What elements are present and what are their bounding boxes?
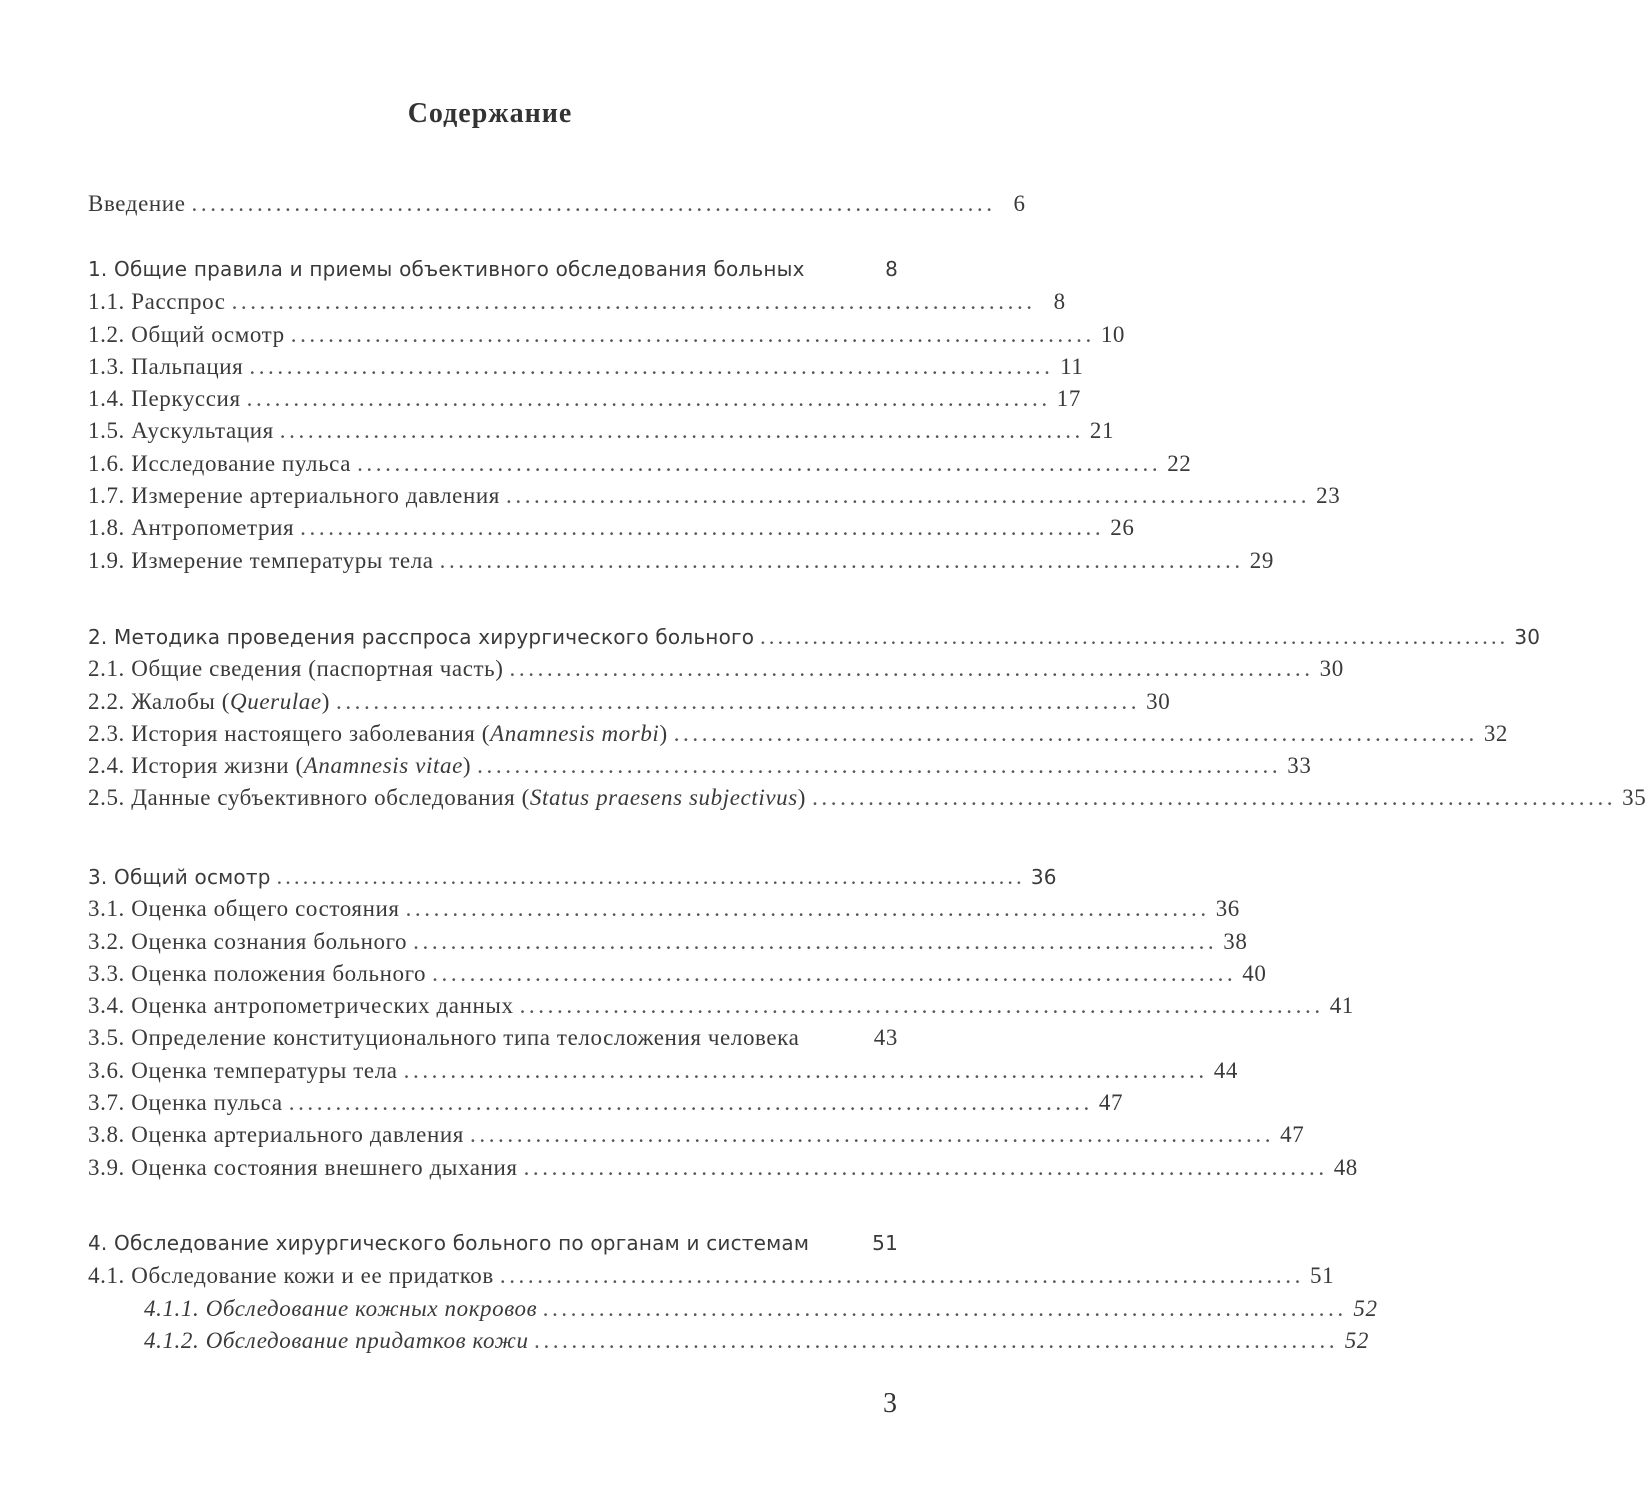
toc-page-number: 33: [1287, 753, 1312, 779]
toc-entry-label: 4.1.1. Обследование кожных покровов: [144, 1295, 538, 1321]
toc-entry-label: 3.9. Оценка состояния внешнего дыхания: [88, 1154, 518, 1180]
toc-section: [88, 191, 1026, 223]
toc-entry-label: Введение: [88, 191, 186, 216]
toc-page-number: 17: [1056, 386, 1081, 412]
toc-entry-label: 3.8. Оценка артериального давления: [88, 1122, 464, 1148]
dot-leader: ......................................................................................: [812, 785, 1617, 811]
dot-leader: ......................................................................................: [405, 896, 1210, 922]
toc-entry-latin: Anamnesis vitae: [303, 753, 463, 779]
toc-entry: [88, 450, 1192, 483]
toc-page-number: 30: [1319, 656, 1344, 682]
toc-entry-label: 2. Методика проведения расспроса хирургического больного: [88, 625, 755, 649]
dot-leader: ......................................................................................: [300, 515, 1105, 541]
dot-leader: ......................................................................................: [499, 1263, 1304, 1289]
toc-section: [88, 1231, 1378, 1360]
toc-entry-label: 4.1.2. Обследование придатков кожи: [144, 1327, 529, 1353]
dot-leader: ......................................................................................: [470, 1122, 1275, 1148]
dot-leader: ......................................................................................: [276, 864, 1025, 889]
dot-leader: ......................................................................................: [231, 289, 1036, 315]
toc-entry: [88, 656, 1344, 688]
toc-page-number: 29: [1249, 547, 1274, 573]
toc-section: [88, 257, 1341, 580]
toc-section: [88, 864, 1358, 1187]
toc-entry-label-end: ): [659, 720, 668, 746]
toc-entry-label: 3.3. Оценка положения больного: [88, 960, 427, 986]
toc-entry-latin: Anamnesis morbi: [490, 720, 660, 746]
toc-entry-label: 1. Общие правила и приемы объективного обследования больных: [88, 257, 805, 281]
toc-entry: [88, 993, 1354, 1025]
dot-leader: ......................................................................................: [357, 450, 1162, 476]
toc-page-number: 23: [1316, 483, 1341, 509]
toc-page-number: 38: [1223, 928, 1248, 954]
toc-chapter: [88, 1231, 898, 1263]
toc-entry: [88, 753, 1312, 785]
toc-entry: [88, 386, 1081, 418]
dot-leader: ......................................................................................: [249, 353, 1054, 379]
dot-leader: ......................................................................................: [432, 960, 1237, 986]
toc-subsection: [88, 1295, 1378, 1328]
dot-leader: ......................................................................................: [191, 191, 996, 216]
toc-page-number: 21: [1089, 418, 1115, 444]
toc-page-number: 30: [1514, 625, 1541, 649]
toc-page-number: 51: [872, 1231, 898, 1255]
toc-chapter: [88, 624, 1541, 656]
toc-entry: [88, 928, 1248, 961]
toc-page-number: 11: [1060, 353, 1084, 379]
toc-entry-label: 2.2. Жалобы (: [88, 688, 231, 714]
toc-entry-label: 1.3. Пальпация: [88, 353, 244, 379]
toc-entry-label: 2.4. История жизни (: [88, 753, 304, 779]
dot-leader: ......................................................................................: [509, 656, 1314, 682]
toc-subsection: [88, 1327, 1369, 1360]
toc-entry-label: 4.1. Обследование кожи и ее придатков: [88, 1263, 494, 1289]
toc-page-number: 8: [1053, 289, 1066, 315]
toc-entry-label: 3.1. Оценка общего состояния: [88, 896, 400, 922]
toc-entry: [88, 896, 1240, 928]
dot-leader: ......................................................................................: [290, 321, 1095, 347]
toc-entry-label: 3.7. Оценка пульса: [88, 1090, 283, 1116]
toc-page-number: 48: [1333, 1154, 1358, 1180]
toc-entry-label: 1.1. Расспрос: [88, 289, 226, 315]
toc-page-number: 30: [1146, 688, 1171, 714]
toc-entry-label: 3.4. Оценка антропометрических данных: [88, 993, 514, 1019]
page-title: Содержание: [407, 98, 573, 129]
dot-leader: ......................................................................................: [523, 1154, 1328, 1180]
toc-entry: [88, 515, 1135, 547]
toc-page-number: 22: [1167, 450, 1192, 476]
toc-page-number: 44: [1213, 1057, 1238, 1083]
toc-entry-label: 1.9. Измерение температуры тела: [88, 547, 434, 573]
toc-entry: [88, 1057, 1238, 1090]
toc-page-number: 36: [1215, 896, 1240, 922]
toc-page-number: 40: [1242, 960, 1267, 986]
toc-page-number: 51: [1309, 1263, 1335, 1289]
toc-entry: [88, 353, 1084, 386]
toc-entry-label: 2.3. История настоящего заболевания (: [88, 720, 491, 746]
toc-entry-label: 1.2. Общий осмотр: [88, 321, 285, 347]
toc-entry-label: 3.2. Оценка сознания больного: [88, 928, 408, 954]
toc-entry: [88, 1263, 1335, 1295]
dot-leader: ......................................................................................: [335, 688, 1141, 714]
toc-section: [88, 624, 1646, 818]
toc-entry-label: 4. Обследование хирургического больного по органам и системам: [88, 1231, 810, 1255]
toc-page-number: 52: [1353, 1295, 1378, 1321]
toc-entry-label: 1.5. Аускультация: [88, 418, 274, 444]
toc-page-number: 26: [1110, 515, 1135, 541]
toc-entry: [88, 321, 1126, 354]
toc-entry-label: 1.8. Антропометрия: [88, 515, 295, 541]
toc-entry-label: 2.5. Данные субъективного обследования (: [88, 785, 530, 811]
dot-leader: ......................................................................................: [288, 1090, 1093, 1116]
dot-leader: ......................................................................................: [519, 993, 1324, 1019]
dot-leader: ......................................................................................: [673, 720, 1478, 746]
toc-entry: [88, 547, 1274, 580]
toc-entry-label-end: ): [321, 688, 330, 714]
toc-page-number: 41: [1329, 993, 1354, 1019]
toc-entry-label-end: ): [462, 753, 472, 779]
toc-page-number: 52: [1344, 1327, 1369, 1353]
dot-leader: ......................................................................................: [413, 928, 1218, 954]
toc-entry-label: 2.1. Общие сведения (паспортная часть): [88, 656, 504, 682]
toc-entry-label: 3. Общий осмотр: [88, 865, 271, 889]
toc-entry-label: 3.6. Оценка температуры тела: [88, 1057, 398, 1083]
toc-entry-label: 1.4. Перкуссия: [88, 386, 241, 412]
page-number: 3: [883, 1388, 897, 1419]
toc-entry: [88, 960, 1267, 993]
toc-entry: [88, 1025, 898, 1057]
dot-leader: ......................................................................................: [534, 1327, 1339, 1353]
toc-entry: [88, 688, 1171, 721]
toc-entry-label: 1.6. Исследование пульса: [88, 450, 352, 476]
toc-entry-latin: Querulae: [230, 688, 322, 714]
toc-entry: [88, 1090, 1124, 1122]
dot-leader: ......................................................................................: [279, 418, 1084, 444]
dot-leader: ......................................................................................: [477, 753, 1282, 779]
toc-entry: [88, 191, 1026, 223]
toc-page-number: 8: [885, 257, 898, 281]
toc-entry: [88, 289, 1066, 321]
toc-entry-label: 3.5. Определение конституционального типа телосложения человека: [88, 1025, 800, 1051]
dot-leader: ......................................................................................: [246, 386, 1051, 412]
toc-entry-label-end: ): [797, 785, 807, 811]
toc-entry-latin: Status praesens subjectivus: [529, 785, 798, 811]
toc-chapter: [88, 864, 1057, 896]
toc-page-number: 47: [1280, 1122, 1305, 1148]
toc-page-number: 43: [873, 1025, 898, 1051]
dot-leader: ......................................................................................: [506, 483, 1311, 509]
toc-entry: [88, 1154, 1358, 1187]
toc-page-number: 35: [1622, 785, 1646, 811]
toc-page-number: 32: [1483, 720, 1509, 746]
toc-entry: [88, 483, 1341, 515]
toc-entry: [88, 418, 1115, 450]
toc-entry-label: 1.7. Измерение артериального давления: [88, 483, 500, 509]
dot-leader: ......................................................................................: [403, 1057, 1208, 1083]
toc-entry: [88, 720, 1509, 753]
toc-page-number: 10: [1100, 321, 1126, 347]
dot-leader: ......................................................................................: [439, 547, 1244, 573]
toc-page-number: 36: [1030, 865, 1057, 889]
dot-leader: ......................................................................................: [543, 1295, 1348, 1321]
toc-page-number: 47: [1098, 1090, 1124, 1116]
toc-entry: [88, 1122, 1305, 1154]
dot-leader: ......................................................................................: [760, 624, 1509, 649]
toc-page-number: 6: [1013, 191, 1026, 216]
toc-entry: [88, 785, 1646, 817]
toc-chapter: [88, 257, 898, 289]
